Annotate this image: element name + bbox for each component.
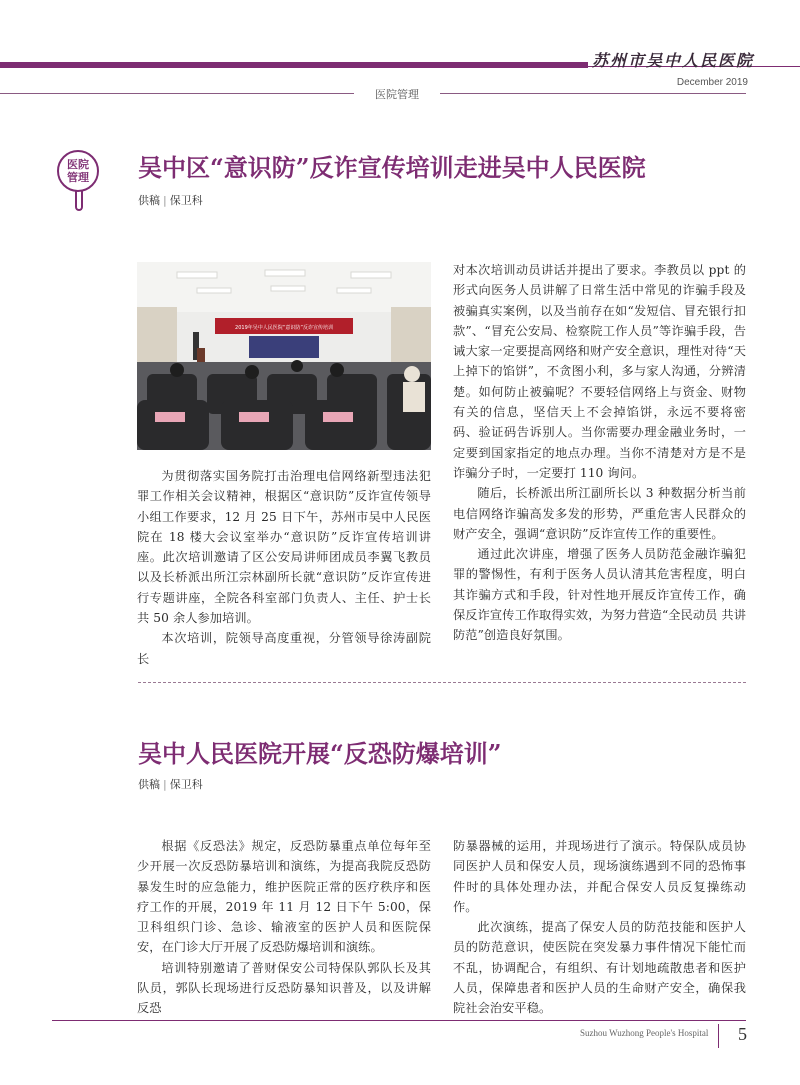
footer-rule xyxy=(52,1020,746,1021)
issue-date: December 2019 xyxy=(676,77,748,88)
article2-right-column xyxy=(453,836,746,1019)
hospital-name: 苏州市吴中人民医院 xyxy=(591,51,754,70)
article2-byline-source: 保卫科 xyxy=(169,778,203,791)
article2-left-paragraph: 培训特别邀请了普财保安公司特保队郭队长及其队员，郭队长现场进行反恐防暴知识普及，以及讲解反恐 xyxy=(137,960,431,1016)
badge-line-2: 管理 xyxy=(67,171,89,184)
header-accent-bar xyxy=(0,62,588,68)
article2-byline: 供稿 | 保卫科 xyxy=(138,778,203,791)
article1-right-paragraph: 对本次培训动员讲话并提出了要求。李教员以 ppt 的形式向医务人员讲解了日常生活中常见的诈骗手段及被骗真实案例，以及当前存在如“发短信、冒充银行扣款”、“冒充公安局、检察院工作人员”等诈骗手段，告诫大家一定要提高网络和财产安全意识，理性对待“天上掉下的馅饼”，不贪图小利，多与家人沟通，分辨清楚。如何防止被骗呢？不要轻信网络上与资金、财物有关的信息，坚信天上不会掉馅饼，永远不要将密码、验证码告诉别人。当你需要办理金融业务时，一定要到国家指定的地点办理。当你不清楚对方是不是诈骗分子时，一定要打 110 询问。 xyxy=(453,263,746,480)
article1-byline: 供稿 | 保卫科 xyxy=(138,194,203,207)
page-number: 5 xyxy=(718,1024,747,1048)
article2-right-paragraph: 防暴器械的运用，并现场进行了演示。特保队成员协同医护人员和保安人员，现场演练遇到不同的恐怖事件时的具体处理办法，并配合保安人员反复操练动作。 xyxy=(453,839,746,914)
article1-photo xyxy=(137,262,431,450)
article2-title: 吴中人民医院开展“反恐防爆培训” xyxy=(138,739,502,768)
article1-right-column xyxy=(453,260,746,646)
article2-right-paragraph: 此次演练，提高了保安人员的防范技能和医护人员的防范意识，使医院在突发暴力事件情况下能忙而不乱，协调配合，有组织、有计划地疏散患者和医护人员，保障患者和医护人员的生命财产安全，确保我院社会治安平稳。 xyxy=(453,920,746,1016)
article2-left-paragraph: 根据《反恐法》规定，反恐防暴重点单位每年至少开展一次反恐防暴培训和演练，为提高我院反恐防暴发生时的应急能力，维护医院正常的医疗秩序和医疗工作的开展，2019 年 11 月 12 日下午 5:00，保卫科组织门诊、急诊、输液室的医护人员和医院保安，在门诊大厅开展了反恐防爆培训和演练。 xyxy=(137,839,431,955)
article-divider xyxy=(138,682,746,683)
header-rule-right xyxy=(440,93,746,94)
article1-byline-prefix: 供稿 xyxy=(138,194,160,207)
article2-byline-prefix: 供稿 xyxy=(138,778,160,791)
article2-left-column xyxy=(137,836,431,1019)
badge-line-1: 医院 xyxy=(67,158,89,171)
section-badge-icon xyxy=(57,150,99,192)
article1-right-paragraph: 通过此次讲座，增强了医务人员防范金融诈骗犯罪的警惕性，有利于医务人员认清其危害程度，明白其诈骗方式和手段，针对性地开展反诈宣传工作，确保反诈宣传工作取得实效，为努力营造“全民动员 共讲防范”创造良好氛围。 xyxy=(453,547,746,643)
article1-byline-source: 保卫科 xyxy=(169,194,203,207)
footer-publication: Suzhou Wuzhong People's Hospital xyxy=(580,1028,709,1038)
header-rule-left xyxy=(0,93,354,94)
article1-right-paragraph: 随后，长桥派出所江副所长以 3 种数据分析当前电信网络诈骗高发多发的形势，严重危害人民群众的财产安全，强调“意识防”反诈宣传工作的重要性。 xyxy=(453,486,746,541)
article1-left-column xyxy=(137,466,431,669)
badge-stem xyxy=(75,191,83,211)
section-label: 医院管理 xyxy=(375,89,419,101)
photo-banner-text: 2019年吴中人民医院“意识防”反诈宣传培训 xyxy=(235,325,333,331)
article1-title: 吴中区“意识防”反诈宣传培训走进吴中人民医院 xyxy=(138,153,646,182)
article1-left-paragraph: 本次培训，院领导高度重视，分管领导徐涛副院长 xyxy=(137,631,431,666)
article1-left-paragraph: 为贯彻落实国务院打击治理电信网络新型违法犯罪工作相关会议精神，根据区“意识防”反诈宣传领导小组工作要求，12 月 25 日下午，苏州市吴中人民医院在 18 楼大会议室举办“意识防”反诈宣传培训讲座。此次培训邀请了区公安局讲师团成员李翼飞教员以及长桥派出所江宗林副所长就“意识防”反诈宣传进行专题讲座，全院各科室部门负责人、主任、护士长共 50 余人参加培训。 xyxy=(137,469,431,626)
